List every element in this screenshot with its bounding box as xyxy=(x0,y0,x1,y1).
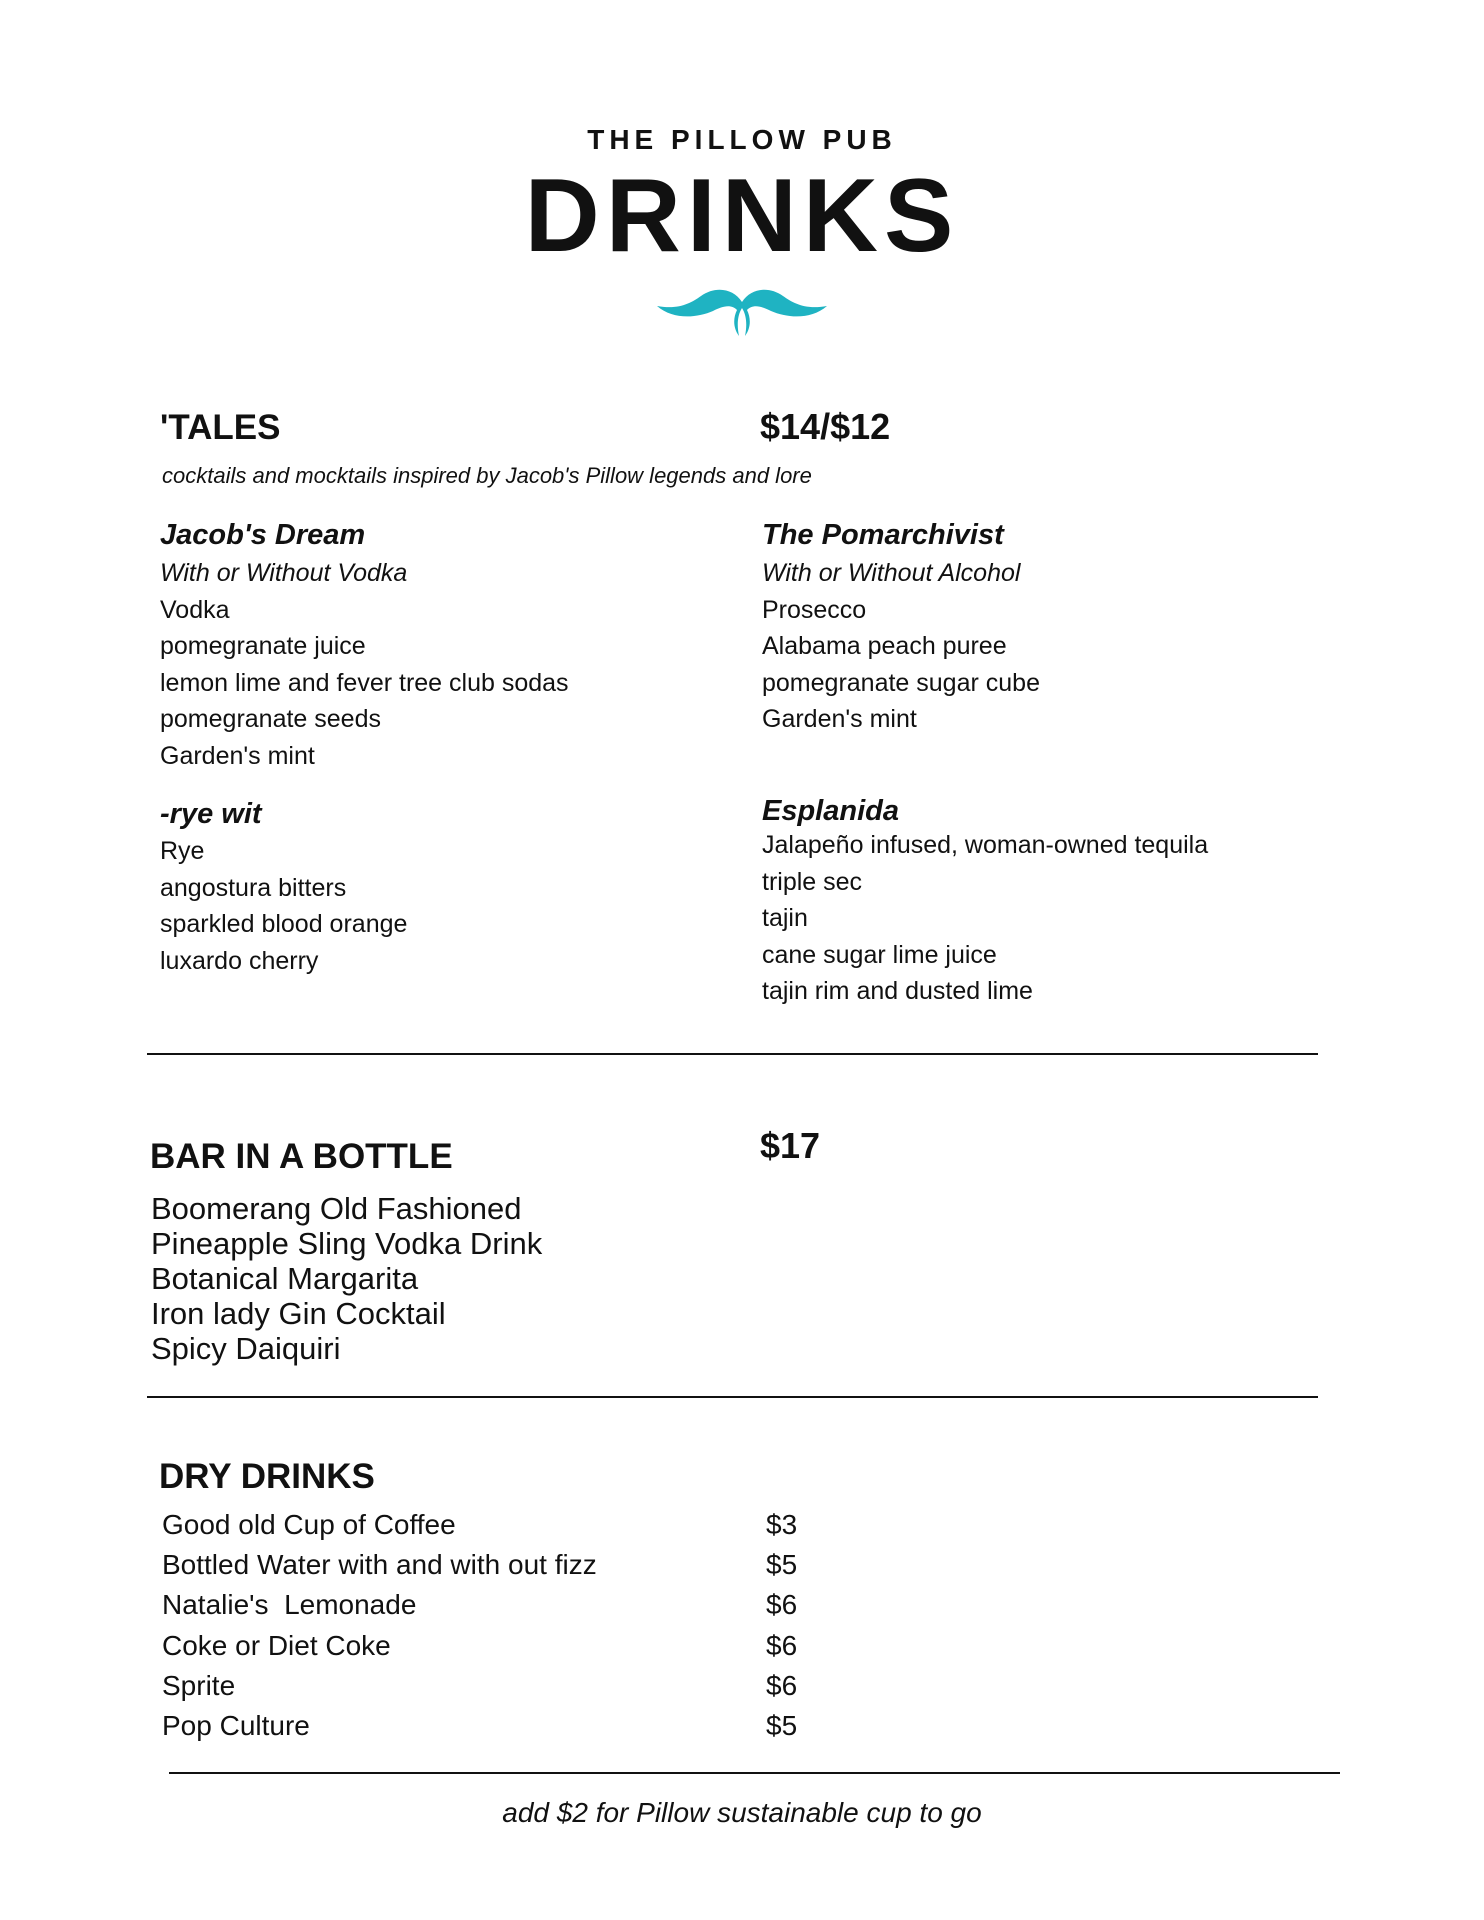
list-item xyxy=(162,1505,862,1545)
item-price: $6 xyxy=(766,1669,798,1701)
bar-in-a-bottle-heading: BAR IN A BOTTLE xyxy=(150,1137,453,1176)
drink-ingredients-esplanida xyxy=(762,827,1208,1010)
drink-name-rye-wit: -rye wit xyxy=(160,798,262,830)
drink-name-pomarchivist: The Pomarchivist xyxy=(762,519,1004,551)
ingredient: cane sugar lime juice xyxy=(762,940,997,969)
drink-ingredients-rye-wit xyxy=(160,833,407,979)
footer-note: add $2 for Pillow sustainable cup to go xyxy=(502,1797,982,1828)
ingredient: angostura bitters xyxy=(160,873,347,902)
drink-ingredients-pomarchivist xyxy=(762,555,1040,738)
ingredient: lemon lime and fever tree club sodas xyxy=(160,668,569,697)
ingredient: sparkled blood orange xyxy=(160,910,408,938)
list-item xyxy=(162,1585,862,1625)
ingredient: Garden's mint xyxy=(762,705,917,733)
ingredient: Prosecco xyxy=(762,595,867,624)
item-price: $5 xyxy=(766,1549,798,1581)
item-price: $3 xyxy=(766,1509,798,1540)
bar-in-a-bottle-price: $17 xyxy=(760,1125,821,1166)
tales-price: $14/$12 xyxy=(760,406,891,447)
item-name: Sprite xyxy=(162,1669,236,1701)
drink-subtitle: With or Without Vodka xyxy=(160,559,408,587)
page-title: DRINKS xyxy=(524,158,960,274)
list-item xyxy=(162,1626,862,1666)
tales-heading: 'TALES xyxy=(160,408,281,447)
dry-drinks-list xyxy=(162,1505,862,1746)
pub-name: THE PILLOW PUB xyxy=(587,124,897,155)
item-price: $5 xyxy=(766,1709,798,1741)
ingredient: Vodka xyxy=(160,595,230,624)
ingredient: Alabama peach puree xyxy=(762,632,1007,660)
section-divider xyxy=(147,1053,1318,1055)
mustache-icon xyxy=(653,284,831,340)
list-item xyxy=(162,1706,862,1746)
ingredient: triple sec xyxy=(762,867,863,896)
item-name: Coke or Diet Coke xyxy=(162,1629,391,1661)
list-item: Pineapple Sling Vodka Drink xyxy=(151,1226,543,1261)
section-divider xyxy=(147,1396,1318,1398)
list-item: Botanical Margarita xyxy=(151,1261,419,1296)
section-divider xyxy=(169,1772,1340,1774)
ingredient: tajin xyxy=(762,904,808,932)
list-item xyxy=(162,1545,862,1585)
bar-in-a-bottle-list xyxy=(151,1191,542,1366)
drink-subtitle: With or Without Alcohol xyxy=(762,559,1021,587)
ingredient: tajin rim and dusted lime xyxy=(762,977,1033,1005)
item-name: Bottled Water with and with out fizz xyxy=(162,1549,597,1581)
dry-drinks-heading: DRY DRINKS xyxy=(159,1457,375,1496)
item-name: Pop Culture xyxy=(162,1709,310,1741)
item-price: $6 xyxy=(766,1629,798,1661)
drink-ingredients-jacobs-dream xyxy=(160,555,569,774)
item-name: Natalie's Lemonade xyxy=(162,1589,417,1621)
item-name: Good old Cup of Coffee xyxy=(162,1509,456,1540)
item-price: $6 xyxy=(766,1589,798,1621)
list-item: Spicy Daiquiri xyxy=(151,1331,341,1366)
ingredient: Garden's mint xyxy=(160,741,315,770)
ingredient: Rye xyxy=(160,837,205,865)
ingredient: Jalapeño infused, woman-owned tequila xyxy=(762,831,1209,859)
ingredient: luxardo cherry xyxy=(160,946,319,975)
tales-description: cocktails and mocktails inspired by Jacob's Pillow legends and lore xyxy=(162,463,812,488)
list-item: Iron lady Gin Cocktail xyxy=(151,1296,446,1331)
drink-name-jacobs-dream: Jacob's Dream xyxy=(160,519,366,551)
ingredient: pomegranate juice xyxy=(160,632,366,660)
ingredient: pomegranate seeds xyxy=(160,705,381,733)
list-item xyxy=(162,1666,862,1706)
drink-name-esplanida: Esplanida xyxy=(762,795,899,827)
ingredient: pomegranate sugar cube xyxy=(762,668,1040,697)
list-item: Boomerang Old Fashioned xyxy=(151,1191,522,1226)
